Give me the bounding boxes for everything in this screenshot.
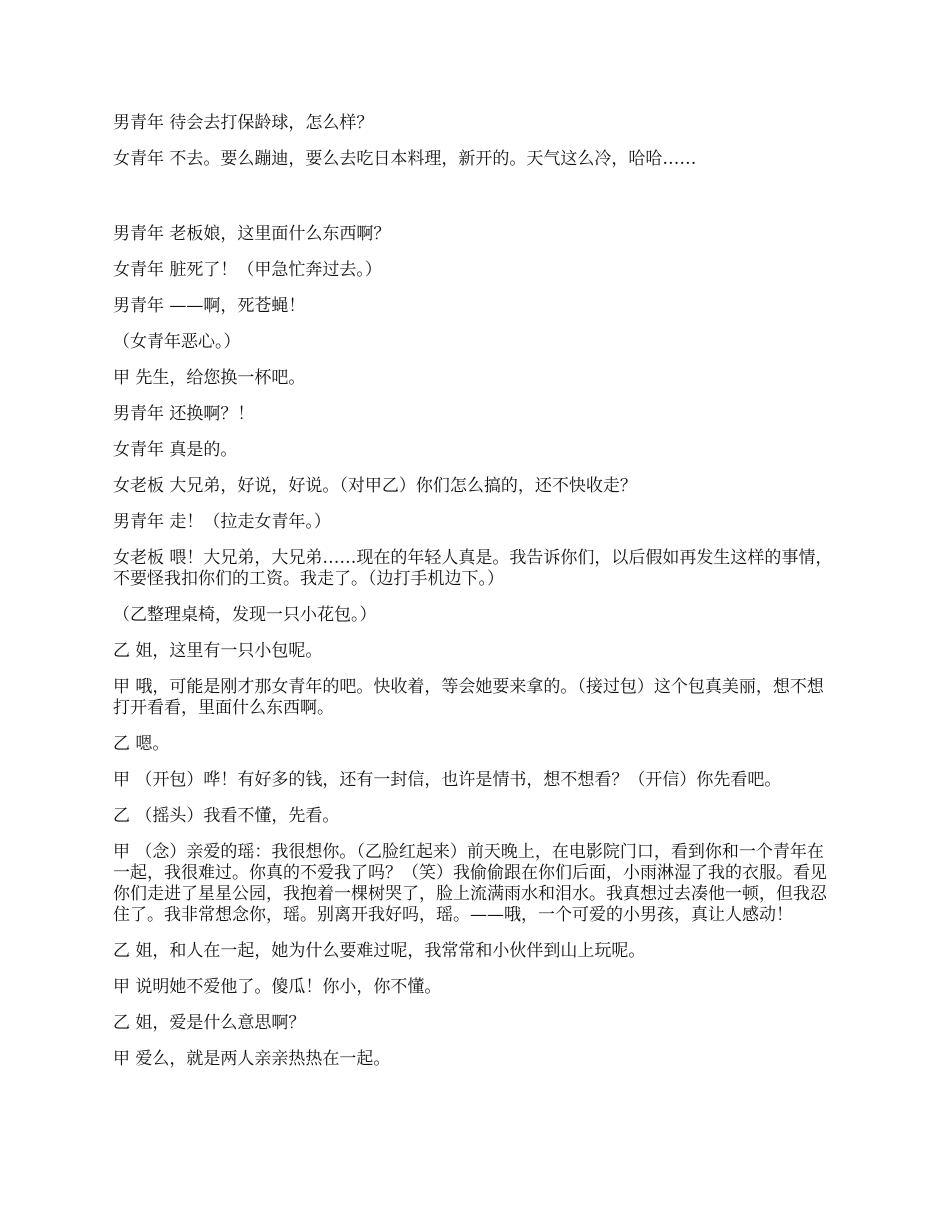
- dialogue-line: 甲 说明她不爱他了。傻瓜！你小，你不懂。: [113, 977, 442, 997]
- document-page: [113, 113, 838, 1085]
- dialogue-line: 甲 （念）亲爱的瑶：我很想你。（乙脸红起来）前天晚上，在电影院门口，看到你和一个青年在一起，我很难过。你真的不爱我了吗？（笑）我偷偷跟在你们后面，小雨淋湿了我的衣服。看见你们走进了星星公园，我抱着一棵树哭了，脸上流满雨水和泪水。我真想过去凑他一顿，但我忍住了。我非常想念你，瑶。别离开我好吗，瑶。——哦，一个可爱的小男孩，真让人感动！: [113, 842, 827, 925]
- stage-direction: （女青年恶心。）: [113, 332, 241, 352]
- dialogue-line: 乙 （摇头）我看不懂，先看。: [113, 806, 340, 826]
- dialogue-line: 女青年 真是的。: [113, 440, 238, 460]
- dialogue-line: 女老板 喂！大兄弟，大兄弟……现在的年轻人真是。我告诉你们，以后假如再发生这样的事情，不要怪我扣你们的工资。我走了。（边打手机边下。）: [113, 548, 833, 589]
- dialogue-line: 乙 姐，爱是什么意思啊？: [113, 1013, 306, 1033]
- dialogue-line: 女老板 大兄弟，好说，好说。（对甲乙）你们怎么搞的，还不快收走？: [113, 476, 637, 496]
- dialogue-line: 乙 嗯。: [113, 734, 170, 754]
- section-gap: [113, 185, 838, 224]
- dialogue-line: 甲 先生，给您换一杯吧。: [113, 368, 306, 388]
- dialogue-line: 甲 哦，可能是刚才那女青年的吧。快收着，等会她要来拿的。（接过包）这个包真美丽，想不想打开看看，里面什么东西啊。: [113, 677, 824, 718]
- dialogue-line: 男青年 走！（拉走女青年。）: [113, 512, 331, 532]
- dialogue-line: 男青年 待会去打保龄球，怎么样？: [113, 113, 374, 133]
- dialogue-line: 男青年 还换啊？！: [113, 404, 255, 424]
- dialogue-line: 女青年 不去。要么蹦迪，要么去吃日本料理，新开的。天气这么冷，哈哈……: [113, 149, 697, 169]
- dialogue-line: 乙 姐，这里有一只小包呢。: [113, 641, 323, 661]
- dialogue-line: 甲 （开包）哗！有好多的钱，还有一封信，也许是情书，想不想看？（开信）你先看吧。: [113, 770, 782, 790]
- dialogue-line: 女青年 脏死了！（甲急忙奔过去。）: [113, 260, 382, 280]
- dialogue-line: 乙 姐，和人在一起，她为什么要难过呢，我常常和小伙伴到山上玩呢。: [113, 941, 646, 961]
- dialogue-line: 男青年 ——啊，死苍蝇！: [113, 296, 306, 316]
- dialogue-line: 男青年 老板娘，这里面什么东西啊？: [113, 224, 391, 244]
- stage-direction: （乙整理桌椅，发现一只小花包。）: [113, 605, 377, 625]
- dialogue-line: 甲 爱么，就是两人亲亲热热在一起。: [113, 1049, 391, 1069]
